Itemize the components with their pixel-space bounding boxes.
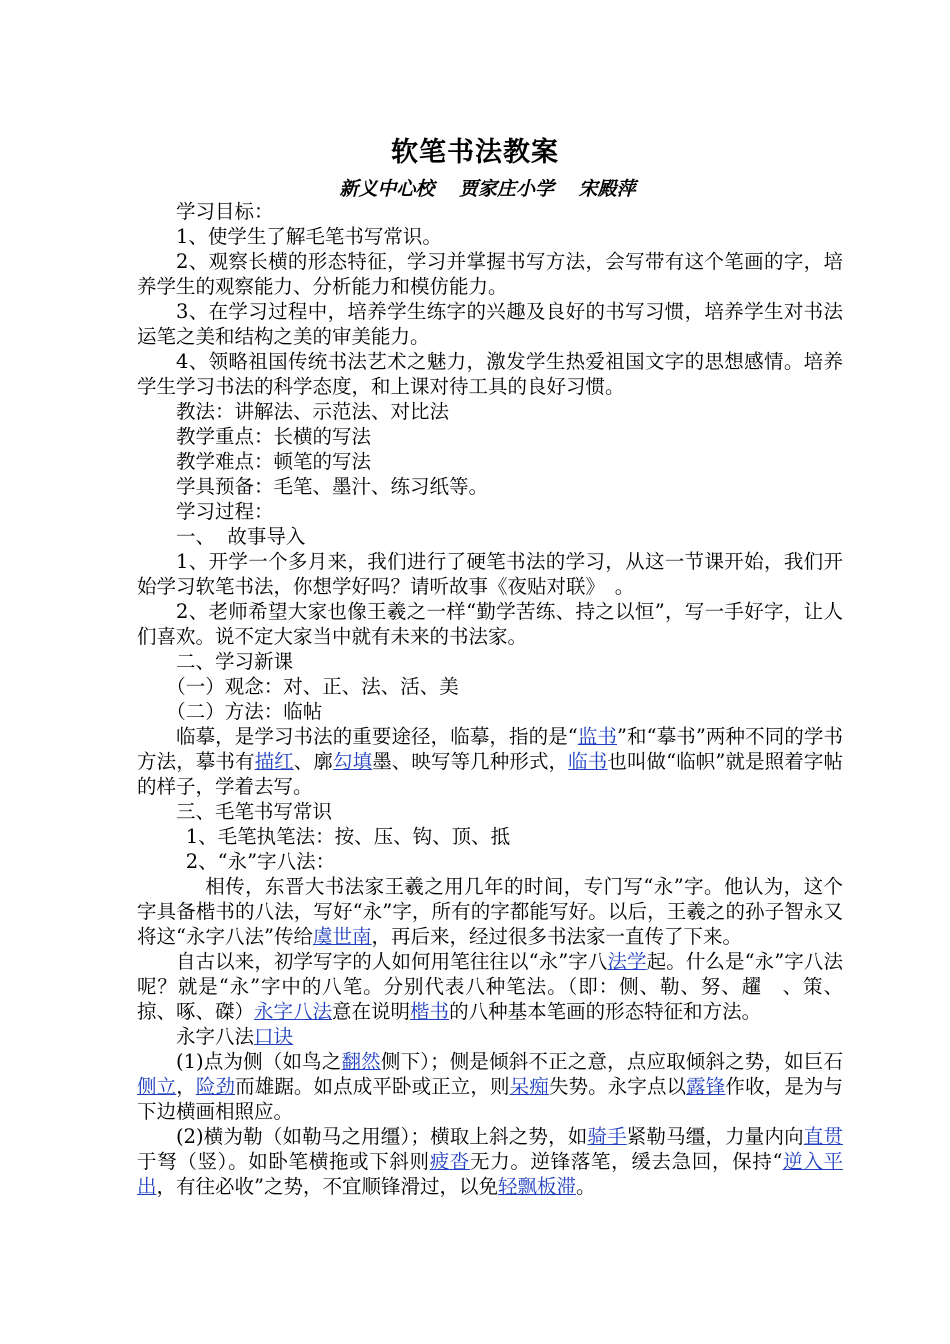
rule-paragraph (137, 1049, 843, 1124)
teaching-difficulty: 教学难点：顿笔的写法 (176, 450, 372, 473)
link-yongzibafa[interactable]: 永字八法 (254, 1000, 333, 1023)
text-run: 失势。永字点以 (548, 1075, 687, 1098)
text-run: 。 (576, 1175, 596, 1198)
teaching-methods: 教法：讲解法、示范法、对比法 (176, 400, 450, 423)
text-run: 永字八法 (176, 1025, 255, 1048)
text-run: 自古以来，初学写字的人如何用笔往往以“永”字八 (176, 950, 608, 973)
objective-item: 2、观察长横的形态特征，学习并掌握书写方法，会写带有这个笔画的字，培养学生的观察能力、分析能力和模仿能力。 (137, 250, 843, 298)
section2-method: （二）方法：临帖 (166, 700, 323, 723)
text-run: (2)横为勒（如勒马之用缰）；横取上斜之势，如 (176, 1125, 588, 1148)
link-koujue[interactable]: 口诀 (254, 1025, 294, 1048)
link-celi[interactable]: 侧立 (137, 1075, 177, 1098)
document-body (137, 199, 843, 1199)
koujue-heading (137, 1024, 843, 1049)
section2-heading: 二、学习新课 (176, 650, 294, 673)
objective-item: 1、使学生了解毛笔书写常识。 (176, 225, 442, 248)
section3-heading: 三、毛笔书写常识 (176, 800, 333, 823)
text-run: 也叫做“临帜”就是照着字帖的样子，学着去写。 (137, 750, 843, 798)
text-run: 作收，是为与下边横画相照应。 (137, 1075, 843, 1123)
text-run: (1)点为侧（如鸟之 (176, 1050, 342, 1073)
section2-concept: （一）观念：对、正、法、活、美 (166, 675, 459, 698)
objectives-heading: 学习目标： (176, 200, 274, 223)
yong-history-paragraph (137, 874, 843, 949)
link-daichi[interactable]: 呆痴 (509, 1075, 549, 1098)
link-kaishu[interactable]: 楷书 (410, 1000, 450, 1023)
link-nirupingchu[interactable]: 逆入平出 (137, 1150, 843, 1198)
text-run: 相传，东晋大书法家王羲之用几年的时间，专门写“永”字。他认为，这个字具备楷书的八法，写好“永”字，所有的字都能写好。以后，王羲之的孙子智永又将这“永字八法”传给 (137, 875, 843, 948)
text-run: ”和“摹书”两种不同的学书方法，摹书有 (137, 725, 843, 773)
link-yushinan[interactable]: 虞世南 (312, 925, 372, 948)
link-qishou[interactable]: 骑手 (587, 1125, 627, 1148)
text-run: ，有往必收”之势，不宜顺锋滑过，以免 (156, 1175, 498, 1198)
text-run: ，再后来，经过很多书法家一直传了下来。 (371, 925, 742, 948)
teaching-key-point: 教学重点：长横的写法 (176, 425, 372, 448)
section1-heading: 一、 故事导入 (176, 525, 306, 548)
link-goutian[interactable]: 勾填 (332, 750, 373, 773)
text-run: 的八种基本笔画的形态特征和方法。 (449, 1000, 762, 1023)
link-zhiguan[interactable]: 直贯 (803, 1125, 843, 1148)
text-run: 侧下）；侧是倾斜不正之意，点应取倾斜之势，如巨石 (380, 1050, 843, 1073)
link-lufeng[interactable]: 露锋 (686, 1075, 726, 1098)
text-run: 意在说明 (332, 1000, 411, 1023)
link-pita[interactable]: 疲沓 (429, 1150, 471, 1173)
document-title: 软笔书法教案 (391, 137, 559, 168)
text-run: 墨、映写等几种形式， (372, 750, 569, 773)
yong-eight-paragraph (137, 949, 843, 1024)
link-linshu[interactable]: 临书 (568, 750, 608, 773)
objective-item: 3、在学习过程中，培养学生练字的兴趣及良好的书写习惯，培养学生对书法运笔之美和结构之美的审美能力。 (137, 300, 843, 348)
linmo-paragraph (137, 724, 843, 799)
link-faxue[interactable]: 法学 (607, 950, 647, 973)
link-qingpiaobanzhi[interactable]: 轻飘板滞 (498, 1175, 577, 1198)
link-fanran[interactable]: 翻然 (341, 1050, 381, 1073)
text-run: 、廓 (293, 750, 333, 773)
process-heading: 学习过程： (176, 500, 274, 523)
link-xianjin[interactable]: 险劲 (195, 1075, 236, 1098)
objective-item: 4、领略祖国传统书法艺术之魅力，激发学生热爱祖国文字的思想感情。培养学生学习书法的科学态度，和上课对待工具的良好习惯。 (137, 350, 843, 398)
text-run: 起。什么是“永”字八法呢？就是“永”字中的八笔。分别代表八种笔法。（即：侧、勒、努、趯 、策、掠、啄、磔） (137, 950, 843, 1023)
rule-paragraph (137, 1124, 843, 1199)
text-run: 紧勒马缰，力量内向 (626, 1125, 804, 1148)
text-run: ， (176, 1075, 196, 1098)
section1-paragraph: 1、开学一个多月来，我们进行了硬笔书法的学习，从这一节课开始，我们开始学习软笔书法，你想学好吗？请听故事《夜贴对联》 。 (137, 550, 843, 598)
learning-tools: 学具预备：毛笔、墨汁、练习纸等。 (176, 475, 489, 498)
text-run: 于弩（竖）。如卧笔横拖或下斜则 (137, 1150, 430, 1173)
document-subtitle: 新义中心校 贾家庄小学 宋殿萍 (339, 178, 636, 200)
section3-item: 1、毛笔执笔法：按、压、钩、顶、抵 (185, 825, 511, 848)
link-jianshu[interactable]: 监书 (577, 725, 617, 748)
text-run: 无力。逆锋落笔，缓去急回，保持“ (470, 1150, 783, 1173)
section1-paragraph: 2、老师希望大家也像王羲之一样“勤学苦练、持之以恒”，写一手好字，让人们喜欢。说不定大家当中就有未来的书法家。 (137, 600, 843, 648)
link-miaohong[interactable]: 描红 (254, 750, 294, 773)
text-run: 而雄踞。如点成平卧或正立，则 (235, 1075, 510, 1098)
section3-item: 2、“永”字八法： (185, 850, 336, 873)
text-run: 临摹，是学习书法的重要途径，临摹，指的是“ (176, 725, 578, 748)
